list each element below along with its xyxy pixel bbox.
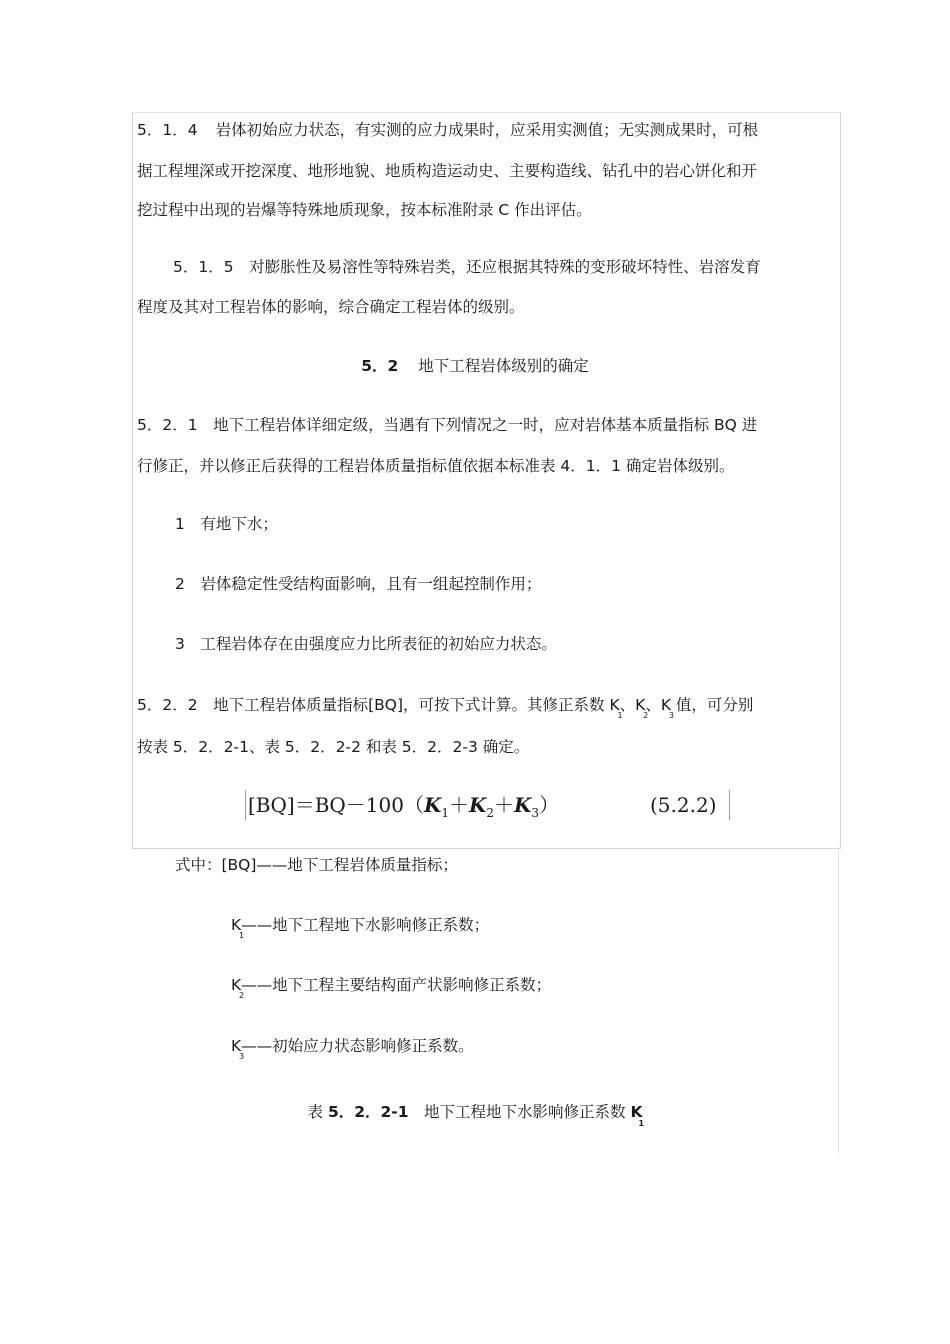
table-title	[0, 1100, 950, 1128]
k3-subscript: 3	[668, 711, 674, 720]
k2-letter: K	[635, 696, 646, 714]
list-item-1: 1 有地下水；	[175, 515, 278, 533]
separator-2: 、	[645, 696, 661, 714]
clause-514-number: 5．1．4	[137, 121, 198, 139]
table-title-k-sub: 1	[638, 1119, 645, 1128]
definition-k1	[231, 915, 490, 940]
def-k1-text: ——地下工程地下水影响修正系数；	[241, 916, 490, 934]
def-k3-sub: 3	[239, 1052, 245, 1061]
k1-letter: K	[609, 696, 620, 714]
formula-rparen: ）	[539, 793, 560, 817]
def-k2-sub: 2	[239, 991, 245, 1000]
clause-514-text: 岩体初始应力状态，有实测的应力成果时，应采用实测值；无实测成果时，可根	[215, 121, 759, 139]
list-item-3: 3 工程岩体存在由强度应力比所表征的初始应力状态。	[175, 635, 557, 653]
formula-k3-sub: 3	[531, 806, 540, 820]
table-title-k1	[630, 1103, 645, 1128]
formula-number: (5.2.2)	[650, 793, 717, 817]
definition-intro: 式中：[BQ]——地下工程岩体质量指标；	[175, 856, 458, 874]
k3-letter: K	[660, 696, 671, 714]
formula-k2: K	[469, 793, 487, 817]
clause-522-text-a: 5．2．2 地下工程岩体质量指标[BQ]，可按下式计算。其修正系数	[137, 696, 610, 714]
def-k2-letter: K	[231, 976, 242, 994]
formula-k3: K	[514, 793, 532, 817]
k1-symbol	[609, 695, 623, 720]
clause-522-line1	[137, 695, 754, 720]
clause-515-line1: 5．1．5 对膨胀性及易溶性等特殊岩类，还应根据其特殊的变形破坏特性、岩溶发育	[173, 258, 761, 276]
k2-symbol	[635, 695, 649, 720]
section-number: 5．2	[361, 357, 399, 375]
def-k1-sub: 1	[239, 931, 245, 940]
formula-plus-2: ＋	[494, 793, 515, 817]
separator-1: 、	[619, 696, 636, 714]
section-heading	[0, 354, 950, 376]
formula-lhs: [BQ]＝BQ－100（	[248, 793, 424, 817]
table-title-number: 5．2．2-1	[327, 1103, 409, 1121]
k3-symbol	[660, 695, 674, 720]
def-k3-text: ——初始应力状态影响修正系数。	[241, 1037, 474, 1055]
def-k3-symbol	[231, 1036, 245, 1061]
clause-514-line3: 挖过程中出现的岩爆等特殊地质现象，按本标准附录 C 作出评估。	[137, 201, 592, 219]
clause-522-line2: 按表 5．2．2-1、表 5．2．2-2 和表 5．2．2-3 确定。	[137, 738, 530, 756]
list-item-2: 2 岩体稳定性受结构面影响，且有一组起控制作用；	[175, 575, 542, 593]
definition-k2	[231, 975, 552, 1000]
formula-522	[245, 790, 730, 820]
clause-515-line2: 程度及其对工程岩体的影响，综合确定工程岩体的级别。	[137, 298, 525, 316]
clause-522-text-b: 值，可分别	[671, 696, 754, 714]
formula-k1-sub: 1	[441, 806, 449, 820]
clause-521-line2: 行修正，并以修正后获得的工程岩体质量指标值依据本标准表 4．1．1 确定岩体级别。	[137, 457, 735, 475]
clause-514-line1	[137, 120, 758, 140]
formula-k2-sub: 2	[486, 806, 495, 820]
k2-subscript: 2	[643, 711, 649, 720]
table-title-text: 地下工程地下水影响修正系数	[408, 1103, 631, 1121]
clause-514-line2: 据工程埋深或开挖深度、地形地貌、地质构造运动史、主要构造线、钻孔中的岩心饼化和开	[137, 162, 758, 180]
formula-k1: K	[423, 793, 442, 817]
k1-subscript: 1	[617, 711, 623, 720]
definition-k3	[231, 1036, 474, 1061]
def-k1-letter: K	[231, 916, 242, 934]
def-k1-symbol	[231, 915, 245, 940]
clause-521-line1: 5．2．1 地下工程岩体详细定级，当遇有下列情况之一时，应对岩体基本质量指标 BQ 进	[137, 416, 758, 434]
def-k2-symbol	[231, 975, 245, 1000]
formula-plus-1: ＋	[449, 793, 469, 817]
def-k3-letter: K	[231, 1037, 242, 1055]
table-title-k-letter: K	[630, 1103, 643, 1121]
formula-expression	[248, 790, 559, 828]
def-k2-text: ——地下工程主要结构面产状影响修正系数；	[241, 976, 552, 994]
table-title-prefix: 表	[307, 1103, 328, 1121]
section-title: 地下工程岩体级别的确定	[418, 357, 589, 375]
